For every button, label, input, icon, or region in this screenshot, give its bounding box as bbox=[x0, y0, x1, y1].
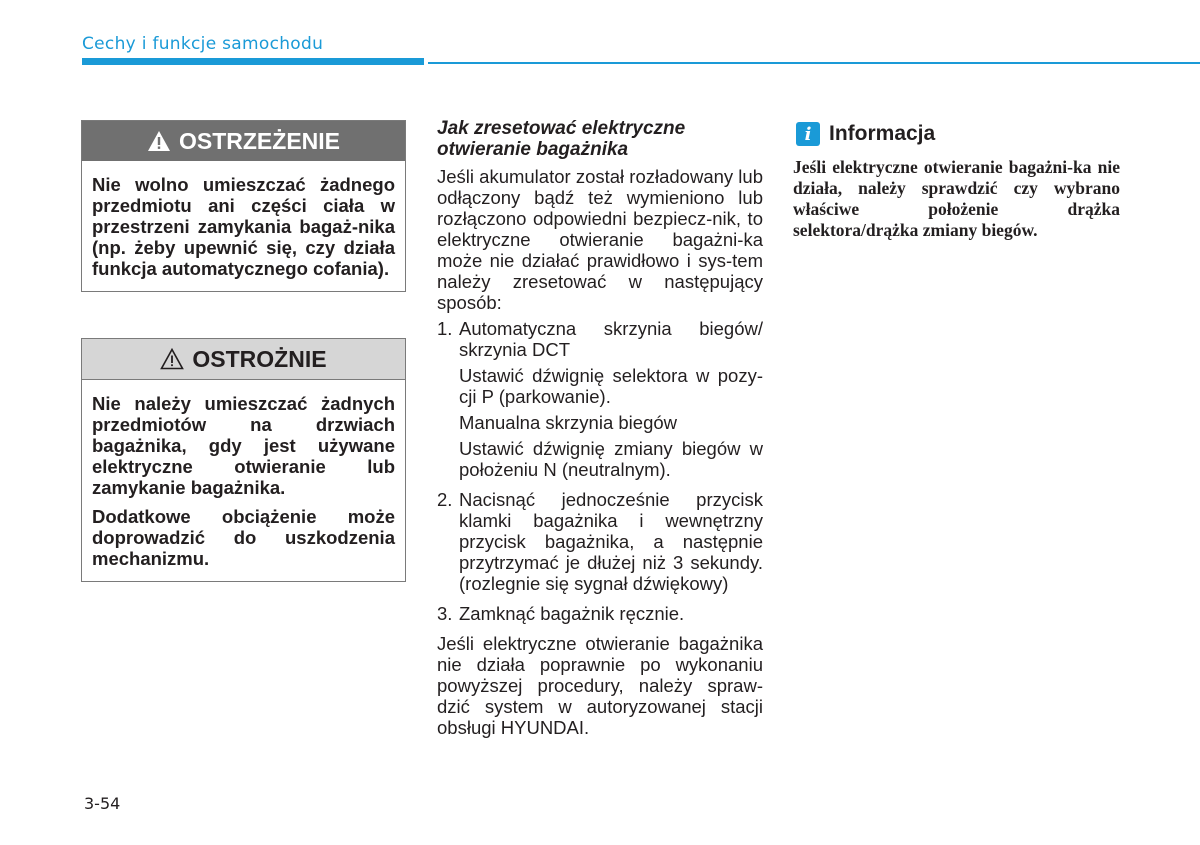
reset-heading: Jak zresetować elektryczne otwieranie bagażnika bbox=[437, 118, 686, 160]
reset-section bbox=[437, 118, 763, 738]
step-detail: Ustawić dźwignię selektora w pozy-cji P (parkowanie). bbox=[459, 365, 763, 407]
warning-box bbox=[81, 120, 406, 292]
step-number: 1. bbox=[437, 318, 453, 339]
caution-triangle-icon bbox=[160, 348, 184, 370]
step-detail: Manualna skrzynia biegów bbox=[459, 412, 678, 433]
info-text: Jeśli elektryczne otwieranie bagażni-ka nie działa, należy sprawdzić czy wybrano właściwe położenie drążka selektora/drążka zmiany biegów. bbox=[793, 157, 1120, 240]
caution-title: OSTROŻNIE bbox=[192, 345, 327, 372]
warning-text: Nie wolno umieszczać żadnego przedmiotu ani części ciała w przestrzeni zamykania bagaż-nika (np. żeby upewnić się, czy działa funkcja automatycznego cofania). bbox=[92, 174, 395, 279]
warning-triangle-icon bbox=[147, 130, 171, 152]
header-accent-bar bbox=[82, 58, 424, 65]
step-text: Automatyczna skrzynia biegów/ skrzynia DCT bbox=[459, 318, 763, 360]
caution-box bbox=[81, 338, 406, 582]
caution-header bbox=[82, 339, 405, 380]
caution-paragraph: Nie należy umieszczać żadnych przedmiotów na drzwiach bagażnika, gdy jest używane elektryczne otwieranie lub zamykanie bagażnika. bbox=[92, 393, 395, 498]
reset-outro: Jeśli elektryczne otwieranie bagażnika nie działa poprawnie po wykonaniu powyższej procedury, należy spraw-dzić system w autoryzowanej stacji obsługi HYUNDAI. bbox=[437, 633, 763, 738]
step-text: Nacisnąć jednocześnie przycisk klamki bagażnika i wewnętrzny przycisk bagażnika, a następnie przytrzymać je dłużej niż 3 sekundy. (rozlegnie się sygnał dźwiękowy) bbox=[459, 489, 763, 594]
warning-header bbox=[82, 121, 405, 161]
list-item bbox=[437, 603, 763, 624]
page-number: 3-54 bbox=[84, 794, 121, 813]
step-number: 3. bbox=[437, 603, 453, 624]
info-header bbox=[796, 122, 935, 146]
step-text: Zamknąć bagażnik ręcznie. bbox=[459, 603, 685, 624]
info-icon: i bbox=[796, 122, 820, 146]
caution-paragraph: Dodatkowe obciążenie może doprowadzić do uszkodzenia mechanizmu. bbox=[92, 506, 395, 569]
step-number: 2. bbox=[437, 489, 453, 510]
info-title: Informacja bbox=[829, 122, 936, 145]
reset-intro: Jeśli akumulator został rozładowany lub odłączony bądź też wymieniono lub rozłączono odpowiedni bezpiecz-nik, to elektryczne otwieranie bagażni-ka może nie działać prawidłowo i sys-tem należy zresetować w następujący sposób: bbox=[437, 166, 763, 313]
section-title: Cechy i funkcje samochodu bbox=[82, 34, 324, 54]
list-item bbox=[437, 318, 763, 360]
caution-body bbox=[82, 380, 405, 581]
warning-title: OSTRZEŻENIE bbox=[178, 127, 340, 154]
step-detail: Ustawić dźwignię zmiany biegów w położeniu N (neutralnym). bbox=[459, 438, 763, 480]
header-rule bbox=[428, 62, 1200, 64]
warning-body bbox=[82, 161, 405, 291]
list-item bbox=[437, 489, 763, 594]
